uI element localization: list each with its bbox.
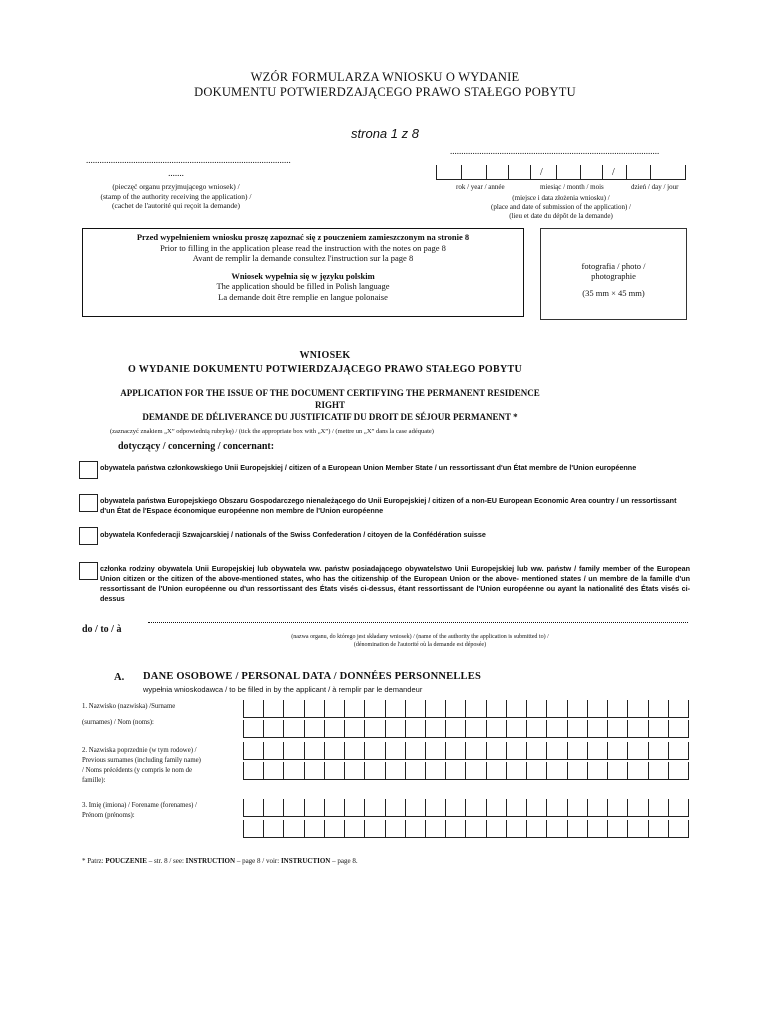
photo-size: (35 mm × 45 mm) [582, 288, 645, 298]
date-place-label [436, 194, 686, 221]
character-cell[interactable] [669, 820, 689, 837]
character-cell[interactable] [365, 742, 385, 759]
character-cell[interactable] [608, 742, 628, 759]
character-cell[interactable] [568, 700, 588, 717]
footnote-pl-rest: – str. 8 / see: [146, 857, 186, 865]
previous-surnames-cells-row1[interactable] [243, 742, 689, 760]
year-label: rok / year / année [456, 183, 505, 191]
photo-label-line2: photographie [591, 271, 636, 281]
notice-lang-en: The application should be filled in Polish language [216, 281, 390, 291]
character-cell[interactable] [446, 820, 466, 837]
character-cell[interactable] [305, 742, 325, 759]
character-cell[interactable] [507, 820, 527, 837]
footnote-en-bold: INSTRUCTION [185, 857, 236, 865]
character-cell[interactable] [365, 720, 385, 737]
character-cell[interactable] [547, 799, 567, 816]
character-cell[interactable] [426, 742, 446, 759]
character-cell[interactable] [244, 742, 264, 759]
character-cell[interactable] [608, 762, 628, 779]
character-cell[interactable] [628, 742, 648, 759]
option-family-member-text: członka rodziny obywatela Unii Europejskiej lub obywatela ww. państw posiadającego obywatelstwo Unii Europejskiej lub ww. państw / family member of the European Union citizen or the citizen of the above-mentioned states, who has the citizenship of the European Union or the above- mentioned states / un membre de la famille d'un ressortissant de l'Union européenne ou d'un ressortissant des États visés ci-dessus, étant ressortissant de l'Union européenne ou ayant la nationalité des États visés ci-dessus [100, 564, 690, 603]
character-cell[interactable] [264, 820, 284, 837]
character-cell[interactable] [406, 700, 426, 717]
application-title-en-line1: APPLICATION FOR THE ISSUE OF THE DOCUMENT CERTIFYING THE PERMANENT RESIDENCE [120, 388, 540, 398]
character-cell[interactable] [305, 820, 325, 837]
footnote-fr-bold: INSTRUCTION [280, 857, 331, 865]
forename-label [82, 801, 242, 821]
character-cell[interactable] [487, 799, 507, 816]
character-cell[interactable] [649, 799, 669, 816]
stamp-dots-2: ....... [168, 168, 184, 178]
footnote-pl-bold: POUCZENIE [105, 857, 147, 865]
character-cell[interactable] [649, 820, 669, 837]
character-cell[interactable] [628, 720, 648, 737]
character-cell[interactable] [244, 700, 264, 717]
character-cell[interactable] [588, 799, 608, 816]
character-cell[interactable] [568, 742, 588, 759]
date-separator: / [540, 167, 543, 178]
stamp-area [86, 155, 291, 211]
option-eu-citizen-text: obywatela państwa członkowskiego Unii Europejskiej / citizen of a European Union Member State / un ressortissant d'un État membre de l'Union européenne [100, 463, 637, 472]
character-cell[interactable] [345, 700, 365, 717]
application-title-en-line2: RIGHT [314, 400, 345, 410]
application-title-en-fr [80, 387, 580, 423]
application-title-pl [0, 349, 650, 377]
previous-surnames-line2: Previous surnames (including family name) [82, 757, 201, 764]
month-label: miesiąc / month / mois [540, 183, 604, 191]
character-cell[interactable] [527, 820, 547, 837]
surname-cells-row1[interactable] [243, 700, 689, 718]
character-cell[interactable] [507, 799, 527, 816]
character-cell[interactable] [467, 720, 487, 737]
surname-cells-row2[interactable] [243, 720, 689, 738]
character-cell[interactable] [284, 720, 304, 737]
character-cell[interactable] [487, 762, 507, 779]
character-cell[interactable] [345, 799, 365, 816]
stamp-label-en: (stamp of the authority receiving the application) / [100, 191, 252, 201]
character-cell[interactable] [568, 762, 588, 779]
section-a-subtitle: wypełnia wnioskodawca / to be filled in by the applicant / à remplir par le demandeur [143, 685, 423, 694]
option-swiss-citizen-text: obywatela Konfederacji Szwajcarskiej / nationals of the Swiss Confederation / citoyen de la Confédération suisse [100, 530, 486, 539]
character-cell[interactable] [386, 820, 406, 837]
character-cell[interactable] [507, 762, 527, 779]
character-cell[interactable] [305, 799, 325, 816]
character-cell[interactable] [244, 799, 264, 816]
date-dots: ............................................................................................. [450, 146, 660, 156]
character-cell[interactable] [628, 799, 648, 816]
previous-surnames-label [82, 746, 242, 786]
character-cell[interactable] [649, 700, 669, 717]
character-cell[interactable] [628, 762, 648, 779]
surname-label-line1: 1. Nazwisko (nazwiska) /Surname [82, 703, 176, 710]
character-cell[interactable] [568, 799, 588, 816]
character-cell[interactable] [284, 762, 304, 779]
page-number: strona 1 z 8 [351, 126, 419, 141]
authority-note-line2: (dénomination de l'autorité où la demande est déposée) [353, 642, 487, 648]
character-cell[interactable] [406, 742, 426, 759]
notice-lang-pl: Wniosek wypełnia się w języku polskim [231, 270, 375, 281]
character-cell[interactable] [386, 762, 406, 779]
previous-surnames-line3: / Noms précédents (y compris le nom de [82, 767, 193, 774]
character-cell[interactable] [628, 820, 648, 837]
instruction-notice-box [82, 228, 524, 317]
character-cell[interactable] [669, 720, 689, 737]
character-cell[interactable] [487, 700, 507, 717]
character-cell[interactable] [527, 762, 547, 779]
character-cell[interactable] [547, 762, 567, 779]
stamp-label-pl: (pieczęć organu przyjmującego wniosek) / [112, 182, 240, 191]
character-cell[interactable] [426, 720, 446, 737]
character-cell[interactable] [507, 720, 527, 737]
character-cell[interactable] [467, 742, 487, 759]
authority-note [230, 633, 610, 649]
character-cell[interactable] [467, 700, 487, 717]
character-cell[interactable] [467, 820, 487, 837]
character-cell[interactable] [264, 799, 284, 816]
option-eu-citizen-checkbox[interactable] [79, 461, 98, 479]
option-eea-citizen-checkbox[interactable] [79, 494, 98, 512]
date-place-pl: (miejsce i data złożenia wniosku) / [512, 194, 610, 202]
notice-lang-fr: La demande doit être remplie en langue polonaise [218, 291, 388, 302]
character-cell[interactable] [365, 799, 385, 816]
surname-label-line2: (surnames) / Nom (noms): [82, 719, 154, 726]
character-cell[interactable] [446, 700, 466, 717]
character-cell[interactable] [527, 799, 547, 816]
form-title-line2: DOKUMENTU POTWIERDZAJĄCEGO PRAWO STAŁEGO POBYTU [194, 85, 576, 99]
character-cell[interactable] [284, 700, 304, 717]
character-cell[interactable] [264, 700, 284, 717]
previous-surnames-line4: famille): [82, 777, 106, 784]
authority-note-line1: (nazwa organu, do którego jest składany wniosek) / (name of the authority the application is submitted to) / [291, 634, 549, 640]
option-eea-citizen-text: obywatela państwa Europejskiego Obszaru Gospodarczego nienależącego do Unii Europejskiej / citizen of a non-EU European Economic Area country / un ressortissant d'un État de l'Espace économique européenne non membre de l'Union européenne [100, 496, 677, 515]
previous-surnames-cells-row2[interactable] [243, 762, 689, 780]
character-cell[interactable] [669, 700, 689, 717]
application-title-pl-line2: O WYDANIE DOKUMENTU POTWIERDZAJĄCEGO PRAWO STAŁEGO POBYTU [128, 364, 522, 375]
forename-cells-row2[interactable] [243, 820, 689, 838]
stamp-dots: ........................................................................................... [86, 155, 291, 165]
character-cell[interactable] [406, 820, 426, 837]
character-cell[interactable] [487, 742, 507, 759]
character-cell[interactable] [365, 762, 385, 779]
character-cell[interactable] [386, 720, 406, 737]
character-cell[interactable] [365, 820, 385, 837]
character-cell[interactable] [446, 720, 466, 737]
character-cell[interactable] [547, 742, 567, 759]
character-cell[interactable] [325, 799, 345, 816]
character-cell[interactable] [345, 720, 365, 737]
character-cell[interactable] [386, 700, 406, 717]
notice-pl: Przed wypełnieniem wniosku proszę zapoznać się z pouczeniem zamieszczonym na stronie 8 [136, 232, 470, 242]
option-swiss-citizen-checkbox[interactable] [79, 527, 98, 545]
date-boxes[interactable] [436, 162, 686, 180]
character-cell[interactable] [244, 762, 264, 779]
character-cell[interactable] [325, 820, 345, 837]
authority-input-line[interactable] [148, 622, 688, 623]
character-cell[interactable] [649, 762, 669, 779]
previous-surnames-line1: 2. Nazwiska poprzednie (w tym rodowe) / [82, 747, 197, 754]
character-cell[interactable] [264, 762, 284, 779]
character-cell[interactable] [426, 820, 446, 837]
concerning-label: dotyczący / concerning / concernant: [118, 441, 275, 452]
character-cell[interactable] [588, 820, 608, 837]
form-title-line1: WZÓR FORMULARZA WNIOSKU O WYDANIE [250, 70, 520, 84]
character-cell[interactable] [527, 742, 547, 759]
notice-fr: Avant de remplir la demande consultez l'instruction sur la page 8 [192, 253, 414, 263]
section-a-title: DANE OSOBOWE / PERSONAL DATA / DONNÉES PERSONNELLES [143, 671, 482, 682]
date-place-en: (place and date of submission of the application) / [491, 203, 631, 211]
character-cell[interactable] [467, 799, 487, 816]
character-cell[interactable] [244, 820, 264, 837]
character-cell[interactable] [426, 700, 446, 717]
character-cell[interactable] [305, 762, 325, 779]
section-a-letter: A. [114, 672, 125, 683]
character-cell[interactable] [406, 799, 426, 816]
date-separator-2: / [612, 167, 615, 178]
forename-label-line2: Prénom (prénoms): [82, 812, 135, 819]
character-cell[interactable] [264, 742, 284, 759]
character-cell[interactable] [547, 720, 567, 737]
character-cell[interactable] [507, 700, 527, 717]
surname-label [82, 702, 242, 728]
character-cell[interactable] [588, 742, 608, 759]
character-cell[interactable] [669, 799, 689, 816]
form-title [0, 70, 770, 100]
character-cell[interactable] [608, 820, 628, 837]
authority-label: do / to / à [82, 624, 122, 635]
character-cell[interactable] [446, 742, 466, 759]
character-cell[interactable] [568, 820, 588, 837]
character-cell[interactable] [426, 799, 446, 816]
character-cell[interactable] [608, 799, 628, 816]
character-cell[interactable] [547, 820, 567, 837]
character-cell[interactable] [588, 720, 608, 737]
footnote-fr-rest: – page 8. [330, 857, 358, 865]
application-title-fr: DEMANDE DE DÉLIVERANCE DU JUSTIFICATIF DU DROIT DE SÉJOUR PERMANENT * [142, 412, 518, 422]
option-family-member-checkbox[interactable] [79, 562, 98, 580]
footnote-prefix: * Patrz: [82, 857, 106, 865]
character-cell[interactable] [547, 700, 567, 717]
character-cell[interactable] [284, 799, 304, 816]
character-cell[interactable] [406, 762, 426, 779]
character-cell[interactable] [507, 742, 527, 759]
character-cell[interactable] [284, 820, 304, 837]
character-cell[interactable] [446, 762, 466, 779]
character-cell[interactable] [325, 742, 345, 759]
character-cell[interactable] [305, 720, 325, 737]
forename-cells-row1[interactable] [243, 799, 689, 817]
character-cell[interactable] [608, 720, 628, 737]
character-cell[interactable] [244, 720, 264, 737]
day-label: dzień / day / jour [631, 183, 679, 191]
character-cell[interactable] [467, 762, 487, 779]
character-cell[interactable] [608, 700, 628, 717]
character-cell[interactable] [325, 762, 345, 779]
character-cell[interactable] [669, 742, 689, 759]
character-cell[interactable] [588, 762, 608, 779]
character-cell[interactable] [527, 720, 547, 737]
character-cell[interactable] [284, 742, 304, 759]
character-cell[interactable] [487, 720, 507, 737]
character-cell[interactable] [345, 742, 365, 759]
character-cell[interactable] [264, 720, 284, 737]
character-cell[interactable] [628, 700, 648, 717]
character-cell[interactable] [305, 700, 325, 717]
forename-label-line1: 3. Imię (imiona) / Forename (forenames) / [82, 802, 197, 809]
character-cell[interactable] [527, 700, 547, 717]
photo-box[interactable] [540, 228, 687, 320]
character-cell[interactable] [365, 700, 385, 717]
mark-instruction: (zaznaczyć znakiem „X” odpowiednią rubrykę) / (tick the appropriate box with „X”) / (mettre un „X” dans la case adéquate) [110, 428, 434, 435]
character-cell[interactable] [345, 762, 365, 779]
date-place-fr: (lieu et date du dépôt de la demande) [509, 212, 613, 220]
character-cell[interactable] [487, 820, 507, 837]
character-cell[interactable] [568, 720, 588, 737]
character-cell[interactable] [588, 700, 608, 717]
character-cell[interactable] [446, 799, 466, 816]
photo-label-line1: fotografia / photo / [581, 261, 646, 271]
footnote [82, 857, 358, 865]
application-title-pl-line1: WNIOSEK [299, 350, 351, 361]
character-cell[interactable] [325, 700, 345, 717]
footnote-en-rest: – page 8 / voir: [235, 857, 281, 865]
character-cell[interactable] [325, 720, 345, 737]
character-cell[interactable] [386, 799, 406, 816]
character-cell[interactable] [386, 742, 406, 759]
character-cell[interactable] [345, 820, 365, 837]
character-cell[interactable] [669, 762, 689, 779]
character-cell[interactable] [649, 742, 669, 759]
character-cell[interactable] [426, 762, 446, 779]
character-cell[interactable] [406, 720, 426, 737]
character-cell[interactable] [649, 720, 669, 737]
notice-en: Prior to filling in the application please read the instruction with the notes on page 8 [160, 242, 446, 253]
stamp-label-fr: (cachet de l'autorité qui reçoit la demande) [112, 201, 240, 210]
